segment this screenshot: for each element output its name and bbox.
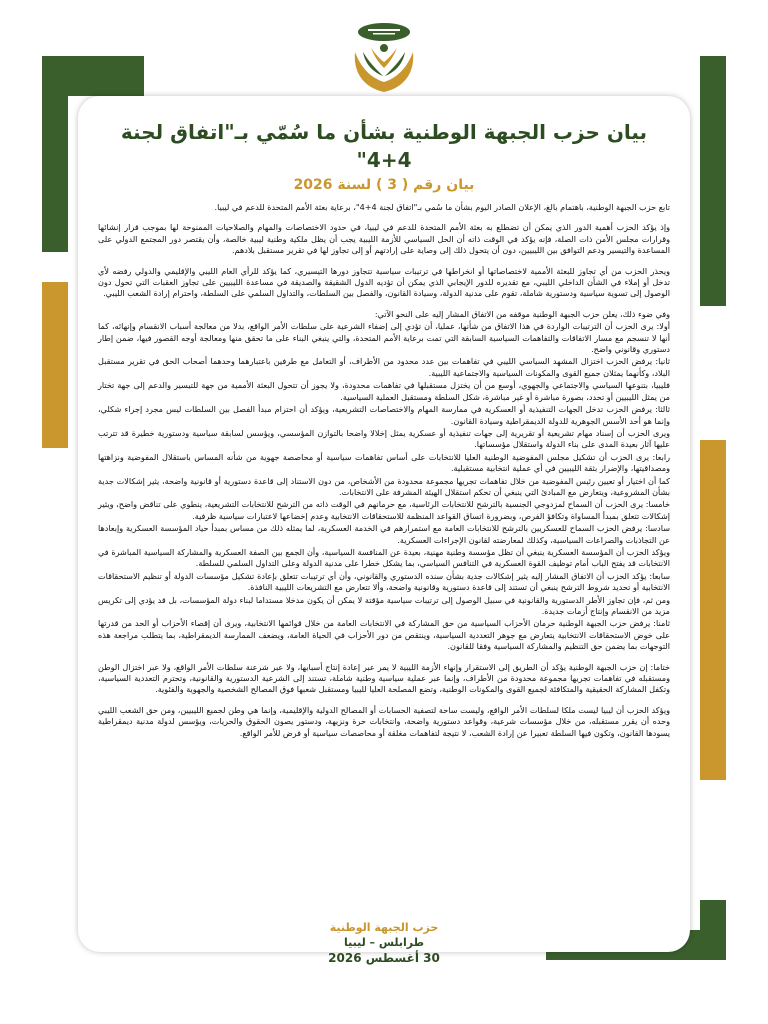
paragraph-point-5: خامسا: يرى الحزب أن السماح لمزدوجي الجنسية بالترشح للانتخابات الرئاسية، مع حرمانهم في الوقت ذاته من الترشح للانتخابات التشريعية، ينطوي على تناقض واضح، ويثير إشكالات تتعلق بمبدأ المساواة وتكافؤ الفرص، وبضرورة اتساق القواعد المنظمة للاستحقاقات الانتخابية وعدم إخضاعها لاعتبارات سياسية ظرفية. [98, 499, 670, 521]
paragraph-warning: ويحذر الحزب من أي تجاوز للبعثة الأممية لاختصاصاتها أو انخراطها في ترتيبات سياسية تتجاوز دورها التيسيري، كما يؤكد للرأي العام الليبي والإقليمي والدولي رفضه لأي تدخل أو إملاء في الشأن الداخلي الليبي، مع تقديره للدور الإيجابي الذي يمكن أن تؤديه الدول الشقيقة والصديقة في مساعدة الليبيين على تجاوز العقبات التي تحول دون الوصول إلى تسوية سياسية ودستورية شاملة، تقوم على مدنية الدولة، وسيادة القانون، والفصل بين السلطات، والتداول السلمي على السلطة، واحترام إرادة الشعب الليبي. [98, 265, 670, 299]
paragraph-conclusion: ختاما: إن حزب الجبهة الوطنية يؤكد أن الطريق إلى الاستقرار وإنهاء الأزمة الليبية لا يمر عبر إعادة إنتاج أسبابها، ولا عبر شرعنة سلطات الأمر الواقع، ولا عبر اختزال الوطن ومستقبله في تفاهمات تجريها مجموعة محدودة من الأطراف، وإنما عبر عملية سياسية وطنية شاملة، تستند إلى الشرعية الدستورية والقانونية، وتحترم التعددية السياسية، وتكفل المشاركة الحقيقية والمتكافئة لجميع القوى والمكونات الوطنية، وتضع المصلحة العليا لليبيا ومستقبل شعبها فوق المصالح الشخصية والجهوية والفئوية. [98, 661, 670, 695]
paragraph-point-8: ثامنا: يرفض حزب الجبهة الوطنية حرمان الأحزاب السياسية من حق المشاركة في الانتخابات العامة من خلال قوائمها الانتخابية، ويرى أن إقصاء الأحزاب أو الحد من قدرتها على خوض الاستحقاقات الانتخابية يتعارض مع جوهر التعددية السياسية، وينتقص من دور الأحزاب في الحياة العامة، ويضعف الممارسة الديمقراطية، بما يتطلب مراجعة هذه التوجهات بما يضمن حق التنظيم والمشاركة السياسية وفقا للقانون. [98, 618, 670, 652]
paragraph-final: ويؤكد الحزب أن ليبيا ليست ملكا لسلطات الأمر الواقع، وليست ساحة لتصفية الحسابات أو المصالح الدولية والإقليمية، وإنما هي وطن لجميع الليبيين، ومن حق الشعب الليبي وحده أن يقرر مستقبله، من خلال مؤسسات شرعية، وقواعد دستورية واضحة، وانتخابات حرة ونزيهة، ودستور يصون الحقوق والحريات، ويؤسس لدولة مدنية ديمقراطية يسودها القانون، وتكون فيها السلطة تعبيرا عن إرادة الشعب، لا نتيجة لتفاهمات مغلقة أو محاصصات سياسية أو فرض للأمر الواقع. [98, 704, 670, 738]
paragraph-point-4: رابعا: يرى الحزب أن تشكيل مجلس المفوضية الوطنية العليا للانتخابات على أساس تفاهمات سياسية أو محاصصة جهوية من شأنه المساس باستقلال المفوضية ونزاهتها ومصداقيتها، والإضرار بثقة الليبيين في أي عملية انتخابية مستقبلية. [98, 451, 670, 474]
paragraph-point-2: ثانيا: يرفض الحزب اختزال المشهد السياسي الليبي في تفاهمات بين عدد محدود من الأطراف، أو التعامل مع طرفين باعتبارهما وحدهما أصحاب الحق في تقرير مستقبل البلاد، وكأنهما يمثلان جميع القوى والمكونات السياسية والاجتماعية الليبية. [98, 356, 670, 378]
decorative-bar-left-gold [42, 282, 68, 448]
paragraph-intro: تابع حزب الجبهة الوطنية، باهتمام بالغ، الإعلان الصادر اليوم بشأن ما سُمي بـ"اتفاق لجنة 4+4"، برعاية بعثة الأمم المتحدة للدعم في ليبيا. [214, 202, 670, 212]
statement-number: بيان رقم ( 3 ) لسنة 2026 [293, 177, 475, 193]
paragraph-point-3-detail: ويرى الحزب أن إسناد مهام تشريعية أو تقريرية إلى جهات تنفيذية أو عسكرية يمثل إخلالا واضحا بالتوازن المؤسسي، ويؤسس لسابقة سياسية ودستورية خطيرة قد تترتب عليها آثار بعيدة المدى على بناء الدولة واستقلال مؤسساتها. [98, 427, 670, 450]
statement-content [98, 118, 670, 748]
paragraph-point-7-detail: ومن ثم، فإن تجاوز الأطر الدستورية والقانونية في سبيل الوصول إلى ترتيبات سياسية مؤقتة لا يمكن أن يكون مدخلا مستداما لبناء دولة المؤسسات، بل قد يؤدي إلى تكريس مزيد من الانقسام وإنتاج أزمات جديدة. [98, 594, 670, 616]
paragraph-point-7: سابعا: يؤكد الحزب أن الاتفاق المشار إليه يثير إشكالات جدية بشأن سنده الدستوري والقانوني، وأن أي ترتيبات تتعلق بإعادة تشكيل مؤسسات الدولة أو تنظيم الاستحقاقات الانتخابية أو تحديد شروط الترشح ينبغي أن تستند إلى قاعدة دستورية وقانونية واضحة، وألا تتعارض مع التشريعات الليبية النافذة. [98, 570, 670, 593]
page-title: بيان حزب الجبهة الوطنية بشأن ما سُمّي بـ"اتفاق لجنة 4+4" [120, 120, 648, 172]
party-emblem-icon [335, 18, 433, 96]
paragraph-point-1: أولا: يرى الحزب أن الترتيبات الواردة في هذا الاتفاق من شأنها، عمليا، أن تؤدي إلى إضفاء الشرعية على سلطات الأمر الواقع، بدلا من معالجة أسباب الانقسام وإنهائه، كما أنها لا تنسجم مع مسار الاتفاقات والتفاهمات السياسية السابقة التي تمت برعاية الأمم المتحدة، والتي ينبغي البناء على ما تحقق منها ومعالجة أوجه القصور فيها، ضمن إطار دستوري وقانوني واضح. [98, 321, 670, 355]
signature-party: حزب الجبهة الوطنية [329, 921, 439, 934]
paragraph-point-3: ثالثا: يرفض الحزب تدخل الجهات التنفيذية أو العسكرية في ممارسة المهام والاختصاصات التشريعية، ويؤكد أن احترام مبدأ الفصل بين السلطات ليس مجرد إجراء شكلي، وإنما هو أحد الأسس الجوهرية للدولة الديمقراطية وسيادة القانون. [98, 404, 670, 426]
decorative-bar-left-green [42, 56, 68, 252]
decorative-bar-right-gold [700, 440, 726, 780]
paragraph-point-6-detail: ويؤكد الحزب أن المؤسسة العسكرية ينبغي أن تظل مؤسسة وطنية مهنية، بعيدة عن المنافسة السياسية، وأن الجمع بين الصفة العسكرية والمشاركة السياسية المباشرة في الانتخابات قد يفتح الباب أمام توظيف القوة العسكرية في التنافس السياسي، بما يشكل خطرا على مدنية الدولة وعلى التداول السلمي للسلطة. [98, 546, 670, 569]
signature-place: طرابلس – ليبيا [343, 936, 425, 949]
paragraph-un-role: وإذ يؤكد الحزب أهمية الدور الذي يمكن أن تضطلع به بعثة الأمم المتحدة للدعم في ليبيا، في حدود الاختصاصات والمهام والصلاحيات الممنوحة لها بموجب قرار إنشائها وقرارات مجلس الأمن ذات الصلة، فإنه يؤكد في الوقت ذاته أن الحل السياسي للأزمة الليبية يجب أن يظل ملكية وطنية ليبية خالصة، وأن يقتصر دور المجتمع الدولي على المساعدة والتيسير ودعم التوافق بين الليبيين، دون أن يتحول ذلك إلى وصاية على إرادتهم أو إلى تجاوز لها في تقرير مستقبل بلادهم. [98, 222, 670, 256]
decorative-bar-right-green [700, 56, 726, 306]
paragraph-position-intro: وفي ضوء ذلك، يعلن حزب الجبهة الوطنية موقفه من الاتفاق المشار إليه على النحو الآتي: [374, 308, 670, 319]
paragraph-point-2-detail: فليبيا، بتنوعها السياسي والاجتماعي والجهوي، أوسع من أن يختزل مستقبلها في تفاهمات محدودة، ولا يجوز أن تتحول البعثة الأممية من جهة للتيسير والدعم إلى جهة تختار من يمثل الليبيين أو تحدد، بصورة مباشرة أو غير مباشرة، شكل السلطة ومستقبل العملية السياسية. [98, 380, 670, 402]
paragraph-point-6: سادسا: يرفض الحزب السماح للعسكريين بالترشح للانتخابات العامة مع استمرارهم في الخدمة العسكرية، لما يمثله ذلك من مساس بمبدأ حياد المؤسسة العسكرية وإبعادها عن التجاذبات والصراعات السياسية، وكذلك لمعارضته لقانون الإجراءات العسكرية. [98, 523, 670, 545]
signature-date: 30 أغسطس 2026 [328, 951, 440, 965]
signature-block [0, 920, 768, 966]
paragraph-point-4-detail: كما أن اختيار أو تعيين رئيس المفوضية من خلال تفاهمات تجريها مجموعة محدودة من الأشخاص، من دون الاستناد إلى قاعدة دستورية أو قانونية واضحة، يثير إشكالات جدية بشأن المشروعية، ويتعارض مع المبادئ التي ينبغي أن تحكم استقلال الهيئة المشرفة على الانتخابات. [98, 475, 670, 497]
